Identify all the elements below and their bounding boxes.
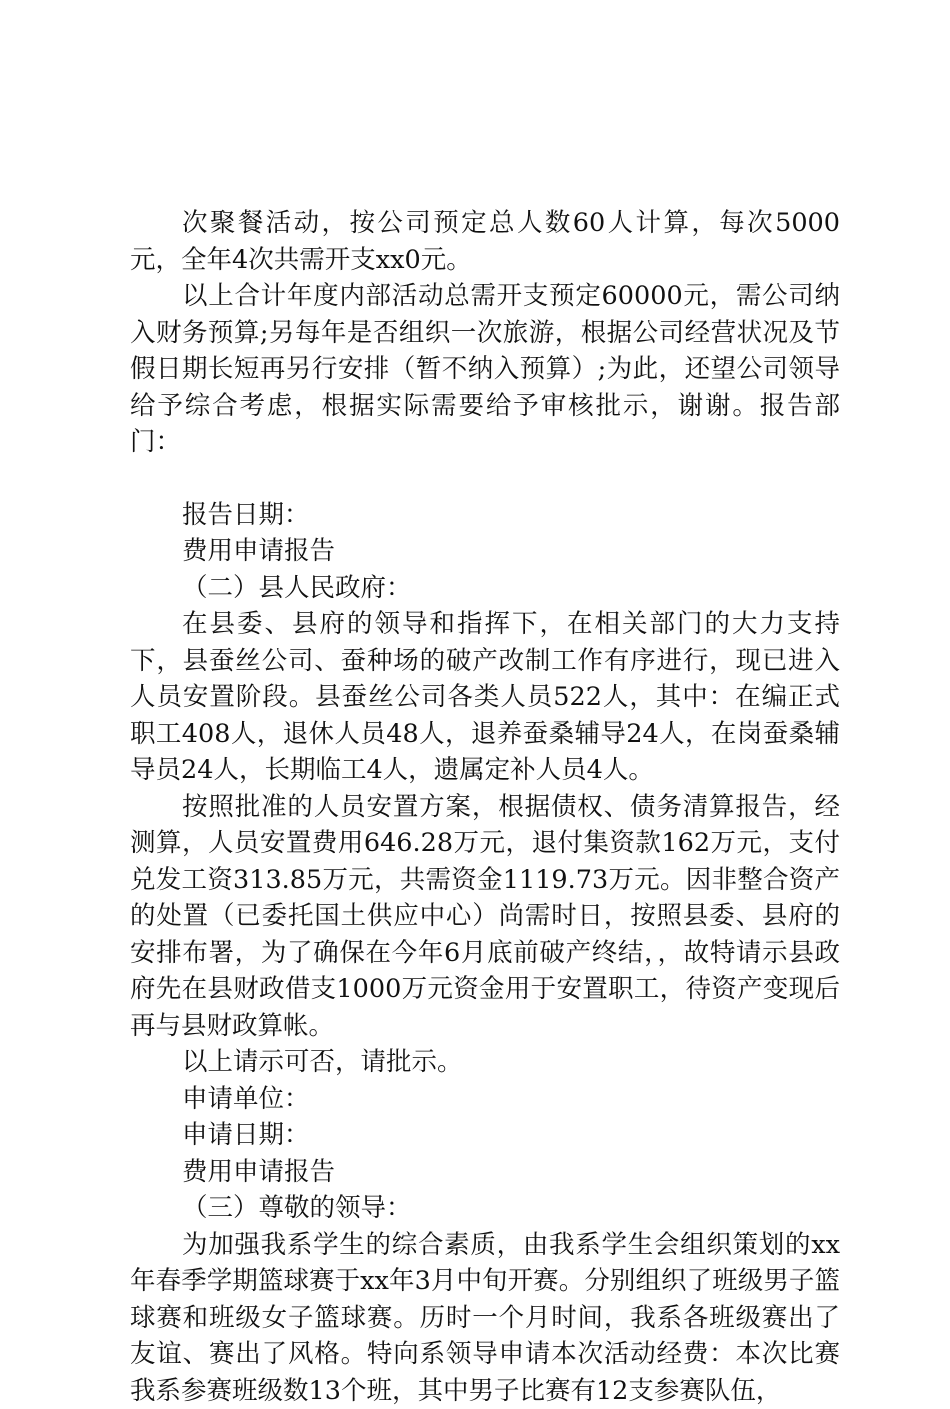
section-title-2: 费用申请报告 [130, 1154, 840, 1191]
paragraph-annual-total: 以上合计年度内部活动总需开支预定60000元，需公司纳入财务预算;另每年是否组织一次旅游，根据公司经营状况及节假日期长短再另行安排（暂不纳入预算）;为此，还望公司领导给予综合考虑，根据实际需要给予审核批示，谢谢。报告部门： [130, 278, 840, 461]
paragraph-staff-overview: 在县委、县府的领导和指挥下，在相关部门的大力支持下，县蚕丝公司、蚕种场的破产改制工作有序进行，现已进入人员安置阶段。县蚕丝公司各类人员522人，其中：在编正式职工408人，退休人员48人，退养蚕桑辅导24人，在岗蚕桑辅导员24人，长期临工4人，遗属定补人员4人。 [130, 606, 840, 789]
section-title-1: 费用申请报告 [130, 533, 840, 570]
paragraph-funding-request: 按照批准的人员安置方案，根据债权、债务清算报告，经测算，人员安置费用646.28万元，退付集资款162万元，支付兑发工资313.85万元，共需资金1119.73万元。因非整合资产的处置（已委托国土供应中心）尚需时日，按照县委、县府的安排布署，为了确保在今年6月底前破产终结，，故特请示县政府先在县财政借支1000万元资金用于安置职工，待资产变现后再与县财政算帐。 [130, 789, 840, 1045]
heading-county-government: （二）县人民政府： [130, 570, 840, 607]
heading-dear-leader: （三）尊敬的领导： [130, 1190, 840, 1227]
paragraph-dinner-expense: 次聚餐活动，按公司预定总人数60人计算，每次5000元，全年4次共需开支xx0元。 [130, 205, 840, 278]
application-date-label: 申请日期： [130, 1117, 840, 1154]
blank-line [130, 461, 840, 497]
report-date-label: 报告日期： [130, 497, 840, 534]
applicant-unit-label: 申请单位： [130, 1081, 840, 1118]
request-approval-line: 以上请示可否，请批示。 [130, 1044, 840, 1081]
paragraph-basketball: 为加强我系学生的综合素质，由我系学生会组织策划的xx年春季学期篮球赛于xx年3月中旬开赛。分别组织了班级男子篮球赛和班级女子篮球赛。历时一个月时间，我系各班级赛出了友谊、赛出了风格。特向系领导申请本次活动经费：本次比赛我系参赛班级数13个班，其中男子比赛有12支参赛队伍， [130, 1227, 840, 1409]
document-page [130, 205, 840, 1409]
